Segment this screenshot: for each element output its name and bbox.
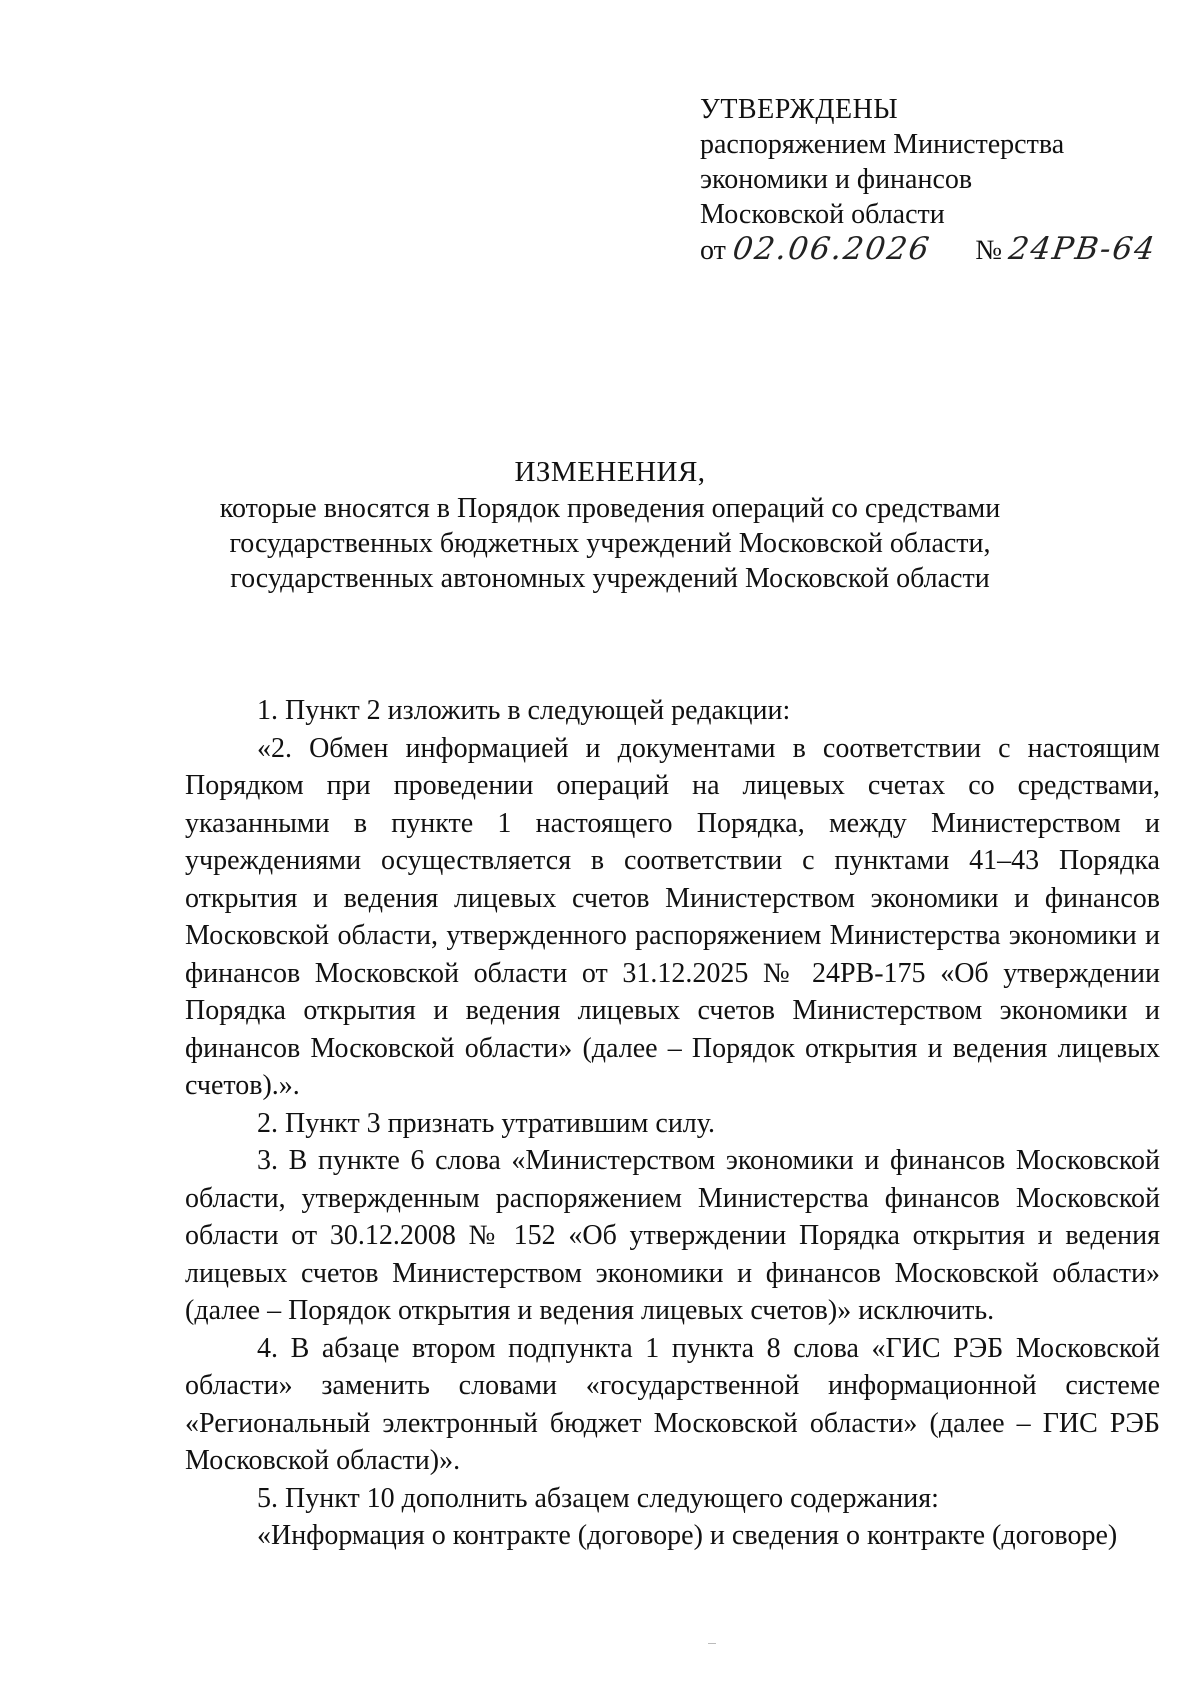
- paragraph-1-quote: «2. Обмен информацией и документами в соответствии с настоящим Порядком при проведении операций на лицевых счетах со средствами, указанными в пункте 1 настоящего Порядка, между Министерством и учреждениями осуществляется в соответствии с пунктами 41–43 Порядка открытия и ведения лицевых счетов Министерством экономики и финансов Московской области, утвержденного распоряжением Министерства экономики и финансов Московской области от 31.12.2025 № 24РВ-175 «Об утверждении Порядка открытия и ведения лицевых счетов Министерством экономики и финансов Московской области» (далее – Порядок открытия и ведения лицевых счетов).».: [185, 732, 1160, 1101]
- handwritten-number: 24РВ-64: [1006, 231, 1159, 267]
- number-prefix: №: [975, 235, 1003, 266]
- handwritten-date: 02.06.2026: [730, 231, 933, 267]
- title-line-3: государственных автономных учреждений Московской области: [230, 563, 990, 594]
- paragraph-4: 4. В абзаце втором подпункта 1 пункта 8 слова «ГИС РЭБ Московской области» заменить словами «государственной информационной системе «Региональный электронный бюджет Московской области» (далее – ГИС РЭБ Московской области)».: [185, 1332, 1160, 1476]
- paragraph-1: 1. Пункт 2 изложить в следующей редакции:: [257, 695, 791, 726]
- approval-line-2: экономики и финансов: [700, 164, 973, 195]
- paragraph-3: 3. В пункте 6 слова «Министерством экономики и финансов Московской области, утвержденным распоряжением Министерства финансов Московской области от 30.12.2008 № 152 «Об утверждении Порядка открытия и ведения лицевых счетов Министерством экономики и финансов Московской области» (далее – Порядок открытия и ведения лицевых счетов)» исключить.: [185, 1145, 1160, 1326]
- approval-line-3: Московской области: [700, 199, 945, 230]
- paragraph-5-quote: «Информация о контракте (договоре) и сведения о контракте (договоре): [257, 1520, 1118, 1551]
- paragraph-5: 5. Пункт 10 дополнить абзацем следующего содержания:: [257, 1482, 939, 1514]
- document-title: ИЗМЕНЕНИЯ,: [514, 456, 706, 488]
- paragraph-2: 2. Пункт 3 признать утратившим силу.: [257, 1107, 715, 1139]
- date-prefix: от: [700, 235, 726, 266]
- approval-line-1: распоряжением Министерства: [700, 129, 1065, 160]
- title-line-2: государственных бюджетных учреждений Московской области,: [229, 528, 991, 559]
- approval-date-number-line: [700, 231, 1159, 268]
- scan-artifact: [708, 1643, 716, 1644]
- document-body: [185, 692, 1160, 1555]
- approval-heading: УТВЕРЖДЕНЫ: [700, 94, 899, 125]
- title-line-1: которые вносятся в Порядок проведения операций со средствами: [219, 493, 1001, 524]
- document-title-block: [140, 455, 1080, 596]
- approval-block: [700, 92, 1159, 268]
